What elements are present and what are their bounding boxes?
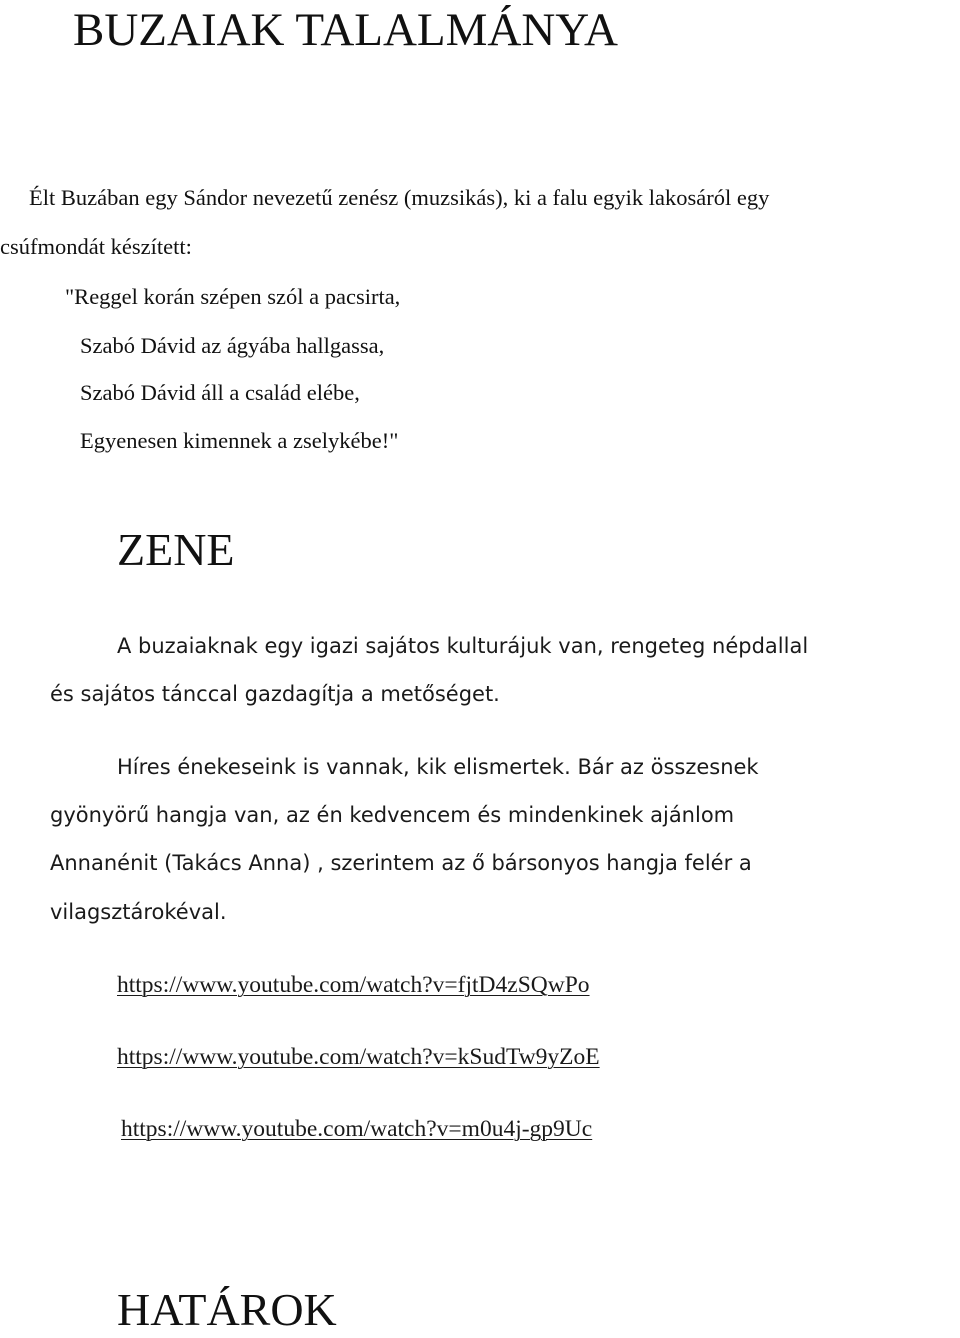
intro-line: csúfmondát készített: [0, 234, 192, 259]
paragraph-line: Annanénit (Takács Anna) , szerintem az ő bársonyos hangja felér a [50, 851, 752, 875]
paragraph-line: és sajátos tánccal gazdagítja a metőséget. [50, 682, 500, 706]
youtube-link[interactable]: https://www.youtube.com/watch?v=fjtD4zSQwPo [117, 972, 590, 998]
paragraph-line: gyönyörű hangja van, az én kedvencem és mindenkinek ajánlom [50, 803, 735, 827]
poem-line: "Reggel korán szépen szól a pacsirta, [65, 284, 401, 309]
paragraph-line: vilagsztárokéval. [50, 900, 227, 924]
intro-line: Élt Buzában egy Sándor nevezetű zenész (muzsikás), ki a falu egyik lakosáról egy [29, 185, 770, 210]
paragraph-line: A buzaiaknak egy igazi sajátos kulturájuk van, rengeteg népdallal [117, 634, 809, 658]
section-heading-zene: ZENE [117, 524, 235, 575]
paragraph-line: Híres énekeseink is vannak, kik elismertek. Bár az összesnek [117, 755, 759, 779]
youtube-link[interactable]: https://www.youtube.com/watch?v=kSudTw9yZoE [117, 1044, 600, 1070]
poem-line: Szabó Dávid az ágyába hallgassa, [80, 333, 385, 358]
document-title: BUZAIAK TALALMÁNYA [73, 4, 618, 56]
poem-line: Egyenesen kimennek a zselykébe!" [80, 428, 399, 453]
section-heading-hatarok: HATÁROK [117, 1284, 337, 1335]
youtube-link[interactable]: https://www.youtube.com/watch?v=m0u4j-gp9Uc [121, 1116, 593, 1142]
poem-line: Szabó Dávid áll a család elébe, [80, 380, 360, 405]
